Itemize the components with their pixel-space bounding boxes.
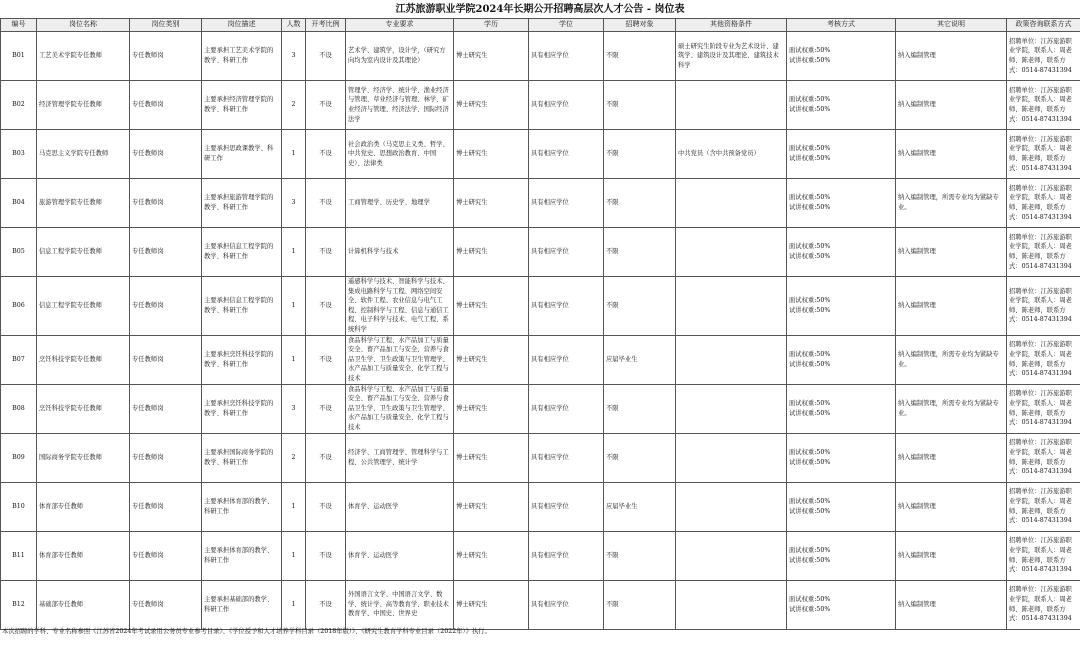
cell-id: B12 xyxy=(1,580,37,629)
table-row xyxy=(1,482,1080,531)
exam-weight-line: 试讲权重:50% xyxy=(789,204,831,211)
column-header: 开考比例 xyxy=(306,19,346,32)
cell-other-requirements: 中共党员（含中共预备党员） xyxy=(676,130,787,179)
cell-degree: 具有相应学位 xyxy=(529,228,604,277)
exam-weight-line: 面试权重:50% xyxy=(789,243,831,251)
cell-education: 博士研究生 xyxy=(454,384,529,433)
column-header: 其他资格条件 xyxy=(676,19,787,32)
column-header: 政策咨询联系方式 xyxy=(1007,19,1080,32)
table-row xyxy=(1,384,1080,433)
exam-weight-line: 试讲权重:50% xyxy=(789,306,831,314)
exam-weight-line: 试讲权重:50% xyxy=(789,409,831,417)
cell-remarks: 纳入编制管理 xyxy=(896,482,1007,531)
cell-category: 专任教师岗 xyxy=(130,531,202,580)
cell-description: 主要承担基础部的教学、科研工作 xyxy=(202,580,282,629)
cell-education: 博士研究生 xyxy=(454,335,529,384)
cell-position-name: 经济管理学院专任教师 xyxy=(37,81,130,130)
cell-category: 专任教师岗 xyxy=(130,81,202,130)
exam-weight-line: 面试权重:50% xyxy=(789,145,831,153)
cell-ratio: 不设 xyxy=(306,32,346,81)
cell-exam-method xyxy=(787,81,896,130)
cell-remarks: 纳入编制管理，所需专业均为紧缺专业。 xyxy=(896,335,1007,384)
cell-count: 1 xyxy=(282,277,306,336)
cell-other-requirements xyxy=(676,384,787,433)
cell-target: 不限 xyxy=(604,531,676,580)
cell-other-requirements xyxy=(676,482,787,531)
table-body xyxy=(1,32,1080,630)
cell-position-name: 马克思主义学院专任教师 xyxy=(37,130,130,179)
cell-major: 外国语言文学、中国语言文学、数学、统计学、高等教育学、职业技术教育学、中国史、世界史 xyxy=(346,580,454,629)
exam-weight-line: 试讲权重:50% xyxy=(789,556,831,564)
cell-major: 经济学、工商管理学、管理科学与工程、公共管理学、统计学 xyxy=(346,433,454,482)
cell-count: 3 xyxy=(282,179,306,228)
cell-ratio: 不设 xyxy=(306,433,346,482)
cell-exam-method xyxy=(787,228,896,277)
cell-other-requirements: 硕士研究生阶段专业为艺术设计、建筑学、建筑设计及其理论、建筑技术科学 xyxy=(676,32,787,81)
cell-contact: 招聘单位：江苏旅游职业学院，联系人：周老师、陈老师，联系方式：0514-87431394 xyxy=(1007,179,1080,228)
cell-education: 博士研究生 xyxy=(454,531,529,580)
cell-exam-method xyxy=(787,32,896,81)
cell-degree: 具有相应学位 xyxy=(529,433,604,482)
cell-degree: 具有相应学位 xyxy=(529,179,604,228)
cell-position-name: 体育部专任教师 xyxy=(37,531,130,580)
cell-contact: 招聘单位：江苏旅游职业学院，联系人：周老师、陈老师，联系方式：0514-87431394 xyxy=(1007,81,1080,130)
cell-degree: 具有相应学位 xyxy=(529,130,604,179)
cell-description: 主要承担体育部的教学、科研工作 xyxy=(202,482,282,531)
cell-degree: 具有相应学位 xyxy=(529,81,604,130)
position-table xyxy=(0,18,1080,630)
cell-education: 博士研究生 xyxy=(454,580,529,629)
cell-ratio: 不设 xyxy=(306,531,346,580)
cell-remarks: 纳入编制管理 xyxy=(896,433,1007,482)
cell-target: 不限 xyxy=(604,228,676,277)
table-row xyxy=(1,580,1080,629)
column-header: 专业要求 xyxy=(346,19,454,32)
cell-position-name: 烹饪科技学院专任教师 xyxy=(37,335,130,384)
cell-exam-method xyxy=(787,179,896,228)
table-row xyxy=(1,277,1080,336)
exam-weight-line: 面试权重:50% xyxy=(789,448,831,456)
cell-exam-method xyxy=(787,433,896,482)
exam-weight-line: 面试权重:50% xyxy=(789,595,831,603)
cell-contact: 招聘单位：江苏旅游职业学院，联系人：周老师、陈老师，联系方式：0514-87431394 xyxy=(1007,130,1080,179)
cell-contact: 招聘单位：江苏旅游职业学院，联系人：周老师、陈老师，联系方式：0514-87431394 xyxy=(1007,384,1080,433)
cell-count: 1 xyxy=(282,130,306,179)
cell-ratio: 不设 xyxy=(306,580,346,629)
cell-major: 体育学、运动医学 xyxy=(346,482,454,531)
table-row xyxy=(1,531,1080,580)
cell-id: B07 xyxy=(1,335,37,384)
cell-degree: 具有相应学位 xyxy=(529,580,604,629)
cell-exam-method xyxy=(787,531,896,580)
cell-remarks: 纳入编制管理 xyxy=(896,130,1007,179)
cell-description: 主要承担思政课教学、科研工作 xyxy=(202,130,282,179)
cell-remarks: 纳入编制管理 xyxy=(896,32,1007,81)
cell-position-name: 烹饪科技学院专任教师 xyxy=(37,384,130,433)
cell-contact: 招聘单位：江苏旅游职业学院，联系人：周老师、陈老师，联系方式：0514-87431394 xyxy=(1007,228,1080,277)
cell-other-requirements xyxy=(676,335,787,384)
cell-description: 主要承担烹饪科技学院的教学、科研工作 xyxy=(202,335,282,384)
cell-id: B02 xyxy=(1,81,37,130)
cell-degree: 具有相应学位 xyxy=(529,482,604,531)
table-row xyxy=(1,32,1080,81)
cell-major: 管理学、经济学、统计学、渔业经济与管理、草业经济与管理、林学、矿业经济与管理、经济法学、国际经济法学 xyxy=(346,81,454,130)
cell-position-name: 信息工程学院专任教师 xyxy=(37,277,130,336)
cell-education: 博士研究生 xyxy=(454,32,529,81)
cell-description: 主要承担国际商务学院的教学、科研工作 xyxy=(202,433,282,482)
cell-position-name: 体育部专任教师 xyxy=(37,482,130,531)
cell-id: B04 xyxy=(1,179,37,228)
cell-degree: 具有相应学位 xyxy=(529,531,604,580)
cell-target: 不限 xyxy=(604,32,676,81)
cell-ratio: 不设 xyxy=(306,335,346,384)
cell-major: 体育学、运动医学 xyxy=(346,531,454,580)
page-title: 江苏旅游职业学院2024年长期公开招聘高层次人才公告 - 岗位表 xyxy=(395,4,685,15)
cell-category: 专任教师岗 xyxy=(130,228,202,277)
exam-weight-line: 面试权重:50% xyxy=(789,546,831,554)
cell-description: 主要承担信息工程学院的教学、科研工作 xyxy=(202,277,282,336)
cell-category: 专任教师岗 xyxy=(130,32,202,81)
cell-remarks: 纳入编制管理 xyxy=(896,580,1007,629)
cell-category: 专任教师岗 xyxy=(130,277,202,336)
exam-weight-line: 试讲权重:50% xyxy=(789,253,831,260)
cell-id: B09 xyxy=(1,433,37,482)
cell-education: 博士研究生 xyxy=(454,81,529,130)
cell-other-requirements xyxy=(676,81,787,130)
cell-contact: 招聘单位：江苏旅游职业学院，联系人：周老师、陈老师，联系方式：0514-87431394 xyxy=(1007,277,1080,336)
cell-count: 2 xyxy=(282,81,306,130)
cell-count: 1 xyxy=(282,580,306,629)
cell-education: 博士研究生 xyxy=(454,277,529,336)
cell-category: 专任教师岗 xyxy=(130,580,202,629)
cell-position-name: 信息工程学院专任教师 xyxy=(37,228,130,277)
cell-count: 1 xyxy=(282,228,306,277)
cell-other-requirements xyxy=(676,531,787,580)
cell-count: 3 xyxy=(282,384,306,433)
column-header: 考核方式 xyxy=(787,19,896,32)
exam-weight-line: 面试权重:50% xyxy=(789,350,831,358)
exam-weight-line: 试讲权重:50% xyxy=(789,360,831,368)
cell-position-name: 国际商务学院专任教师 xyxy=(37,433,130,482)
cell-id: B03 xyxy=(1,130,37,179)
exam-weight-line: 试讲权重:50% xyxy=(789,57,831,64)
cell-exam-method xyxy=(787,335,896,384)
exam-weight-line: 试讲权重:50% xyxy=(789,155,831,162)
cell-description: 主要承担烹饪科技学院的教学、科研工作 xyxy=(202,384,282,433)
cell-exam-method xyxy=(787,384,896,433)
cell-degree: 具有相应学位 xyxy=(529,32,604,81)
cell-ratio: 不设 xyxy=(306,81,346,130)
exam-weight-line: 试讲权重:50% xyxy=(789,458,831,466)
cell-target: 不限 xyxy=(604,580,676,629)
cell-other-requirements xyxy=(676,277,787,336)
cell-description: 主要承担体育部的教学、科研工作 xyxy=(202,531,282,580)
column-header: 招聘对象 xyxy=(604,19,676,32)
cell-category: 专任教师岗 xyxy=(130,335,202,384)
cell-position-name: 工艺美术学院专任教师 xyxy=(37,32,130,81)
exam-weight-line: 面试权重:50% xyxy=(789,194,831,202)
exam-weight-line: 试讲权重:50% xyxy=(789,605,831,613)
cell-degree: 具有相应学位 xyxy=(529,277,604,336)
cell-other-requirements xyxy=(676,228,787,277)
cell-position-name: 基础部专任教师 xyxy=(37,580,130,629)
cell-category: 专任教师岗 xyxy=(130,179,202,228)
exam-weight-line: 面试权重:50% xyxy=(789,47,831,55)
cell-description: 主要承担旅游管理学院的教学、科研工作 xyxy=(202,179,282,228)
cell-other-requirements xyxy=(676,433,787,482)
table-row xyxy=(1,81,1080,130)
cell-target: 不限 xyxy=(604,277,676,336)
cell-ratio: 不设 xyxy=(306,277,346,336)
cell-count: 1 xyxy=(282,335,306,384)
cell-category: 专任教师岗 xyxy=(130,130,202,179)
exam-weight-line: 面试权重:50% xyxy=(789,497,831,505)
cell-category: 专任教师岗 xyxy=(130,482,202,531)
cell-remarks: 纳入编制管理 xyxy=(896,228,1007,277)
cell-degree: 具有相应学位 xyxy=(529,384,604,433)
cell-id: B05 xyxy=(1,228,37,277)
table-row xyxy=(1,433,1080,482)
cell-contact: 招聘单位：江苏旅游职业学院，联系人：周老师、陈老师，联系方式：0514-87431394 xyxy=(1007,433,1080,482)
cell-description: 主要承担工艺美术学院的教学、科研工作 xyxy=(202,32,282,81)
column-header: 岗位名称 xyxy=(37,19,130,32)
column-header: 学位 xyxy=(529,19,604,32)
cell-other-requirements xyxy=(676,580,787,629)
column-header: 学历 xyxy=(454,19,529,32)
cell-education: 博士研究生 xyxy=(454,482,529,531)
cell-id: B06 xyxy=(1,277,37,336)
cell-degree: 具有相应学位 xyxy=(529,335,604,384)
table-row xyxy=(1,335,1080,384)
cell-target: 不限 xyxy=(604,81,676,130)
footnote: 本次招聘的学科、专业名称参照《江苏省2024年考试录用公务员专业参考目录》、《学位授予和人才培养学科目录（2018年版）》、《研究生教育学科专业目录（2022年）》执行。 xyxy=(2,628,491,635)
cell-target: 不限 xyxy=(604,179,676,228)
exam-weight-line: 面试权重:50% xyxy=(789,297,831,305)
column-header: 人数 xyxy=(282,19,306,32)
cell-major: 社会政治类（马克思主义类、哲学、中共党史、思想政治教育、中国史）、法律类 xyxy=(346,130,454,179)
cell-remarks: 纳入编制管理 xyxy=(896,81,1007,130)
cell-position-name: 旅游管理学院专任教师 xyxy=(37,179,130,228)
cell-id: B08 xyxy=(1,384,37,433)
cell-ratio: 不设 xyxy=(306,130,346,179)
cell-target: 应届毕业生 xyxy=(604,335,676,384)
cell-description: 主要承担经济管理学院的教学、科研工作 xyxy=(202,81,282,130)
cell-education: 博士研究生 xyxy=(454,228,529,277)
cell-id: B01 xyxy=(1,32,37,81)
cell-remarks: 纳入编制管理，所需专业均为紧缺专业。 xyxy=(896,179,1007,228)
cell-remarks: 纳入编制管理 xyxy=(896,531,1007,580)
cell-contact: 招聘单位：江苏旅游职业学院，联系人：周老师、陈老师，联系方式：0514-87431394 xyxy=(1007,335,1080,384)
table-row xyxy=(1,130,1080,179)
header-row xyxy=(1,19,1080,32)
cell-major: 艺术学、建筑学，设计学，（研究方向均为室内设计及其理论） xyxy=(346,32,454,81)
column-header: 岗位描述 xyxy=(202,19,282,32)
cell-count: 2 xyxy=(282,433,306,482)
cell-ratio: 不设 xyxy=(306,228,346,277)
cell-target: 不限 xyxy=(604,130,676,179)
cell-education: 博士研究生 xyxy=(454,433,529,482)
column-header: 岗位类别 xyxy=(130,19,202,32)
cell-major: 遥感科学与技术、智能科学与技术、集成电路科学与工程、网络空间安全、软件工程、农业信息与电气工程、控制科学与工程、信息与通信工程、电子科学与技术、电气工程、系统科学 xyxy=(346,277,454,336)
cell-contact: 招聘单位：江苏旅游职业学院，联系人：周老师、陈老师，联系方式：0514-87431394 xyxy=(1007,482,1080,531)
cell-count: 1 xyxy=(282,531,306,580)
cell-ratio: 不设 xyxy=(306,384,346,433)
cell-count: 3 xyxy=(282,32,306,81)
cell-contact: 招聘单位：江苏旅游职业学院，联系人：周老师、陈老师，联系方式：0514-87431394 xyxy=(1007,32,1080,81)
cell-ratio: 不设 xyxy=(306,179,346,228)
cell-description: 主要承担信息工程学院的教学、科研工作 xyxy=(202,228,282,277)
column-header: 其它说明 xyxy=(896,19,1007,32)
cell-count: 1 xyxy=(282,482,306,531)
exam-weight-line: 面试权重:50% xyxy=(789,96,831,104)
cell-education: 博士研究生 xyxy=(454,179,529,228)
cell-target: 不限 xyxy=(604,433,676,482)
exam-weight-line: 试讲权重:50% xyxy=(789,507,831,515)
cell-exam-method xyxy=(787,580,896,629)
cell-id: B10 xyxy=(1,482,37,531)
cell-category: 专任教师岗 xyxy=(130,384,202,433)
table-row xyxy=(1,179,1080,228)
cell-id: B11 xyxy=(1,531,37,580)
cell-major: 食品科学与工程、水产品加工与质量安全、畜产品加工与安全、营养与食品卫生学、卫生政策与卫生管理学、水产品加工与质量安全、化学工程与技术 xyxy=(346,384,454,433)
column-header: 编号 xyxy=(1,19,37,32)
cell-ratio: 不设 xyxy=(306,482,346,531)
cell-category: 专任教师岗 xyxy=(130,433,202,482)
cell-major: 食品科学与工程、水产品加工与质量安全、畜产品加工与安全、营养与食品卫生学、卫生政策与卫生管理学、水产品加工与质量安全、化学工程与技术 xyxy=(346,335,454,384)
cell-exam-method xyxy=(787,277,896,336)
cell-remarks: 纳入编制管理 xyxy=(896,277,1007,336)
cell-remarks: 纳入编制管理，所需专业均为紧缺专业。 xyxy=(896,384,1007,433)
cell-major: 计算机科学与技术 xyxy=(346,228,454,277)
cell-exam-method xyxy=(787,130,896,179)
cell-contact: 招聘单位：江苏旅游职业学院，联系人：周老师、陈老师，联系方式：0514-87431394 xyxy=(1007,531,1080,580)
cell-exam-method xyxy=(787,482,896,531)
exam-weight-line: 试讲权重:50% xyxy=(789,106,831,113)
cell-other-requirements xyxy=(676,179,787,228)
table-row xyxy=(1,228,1080,277)
cell-contact: 招聘单位：江苏旅游职业学院，联系人：周老师、陈老师，联系方式：0514-87431394 xyxy=(1007,580,1080,629)
cell-major: 工商管理学、历史学、地理学 xyxy=(346,179,454,228)
cell-target: 不限 xyxy=(604,384,676,433)
cell-target: 应届毕业生 xyxy=(604,482,676,531)
exam-weight-line: 面试权重:50% xyxy=(789,399,831,407)
cell-education: 博士研究生 xyxy=(454,130,529,179)
